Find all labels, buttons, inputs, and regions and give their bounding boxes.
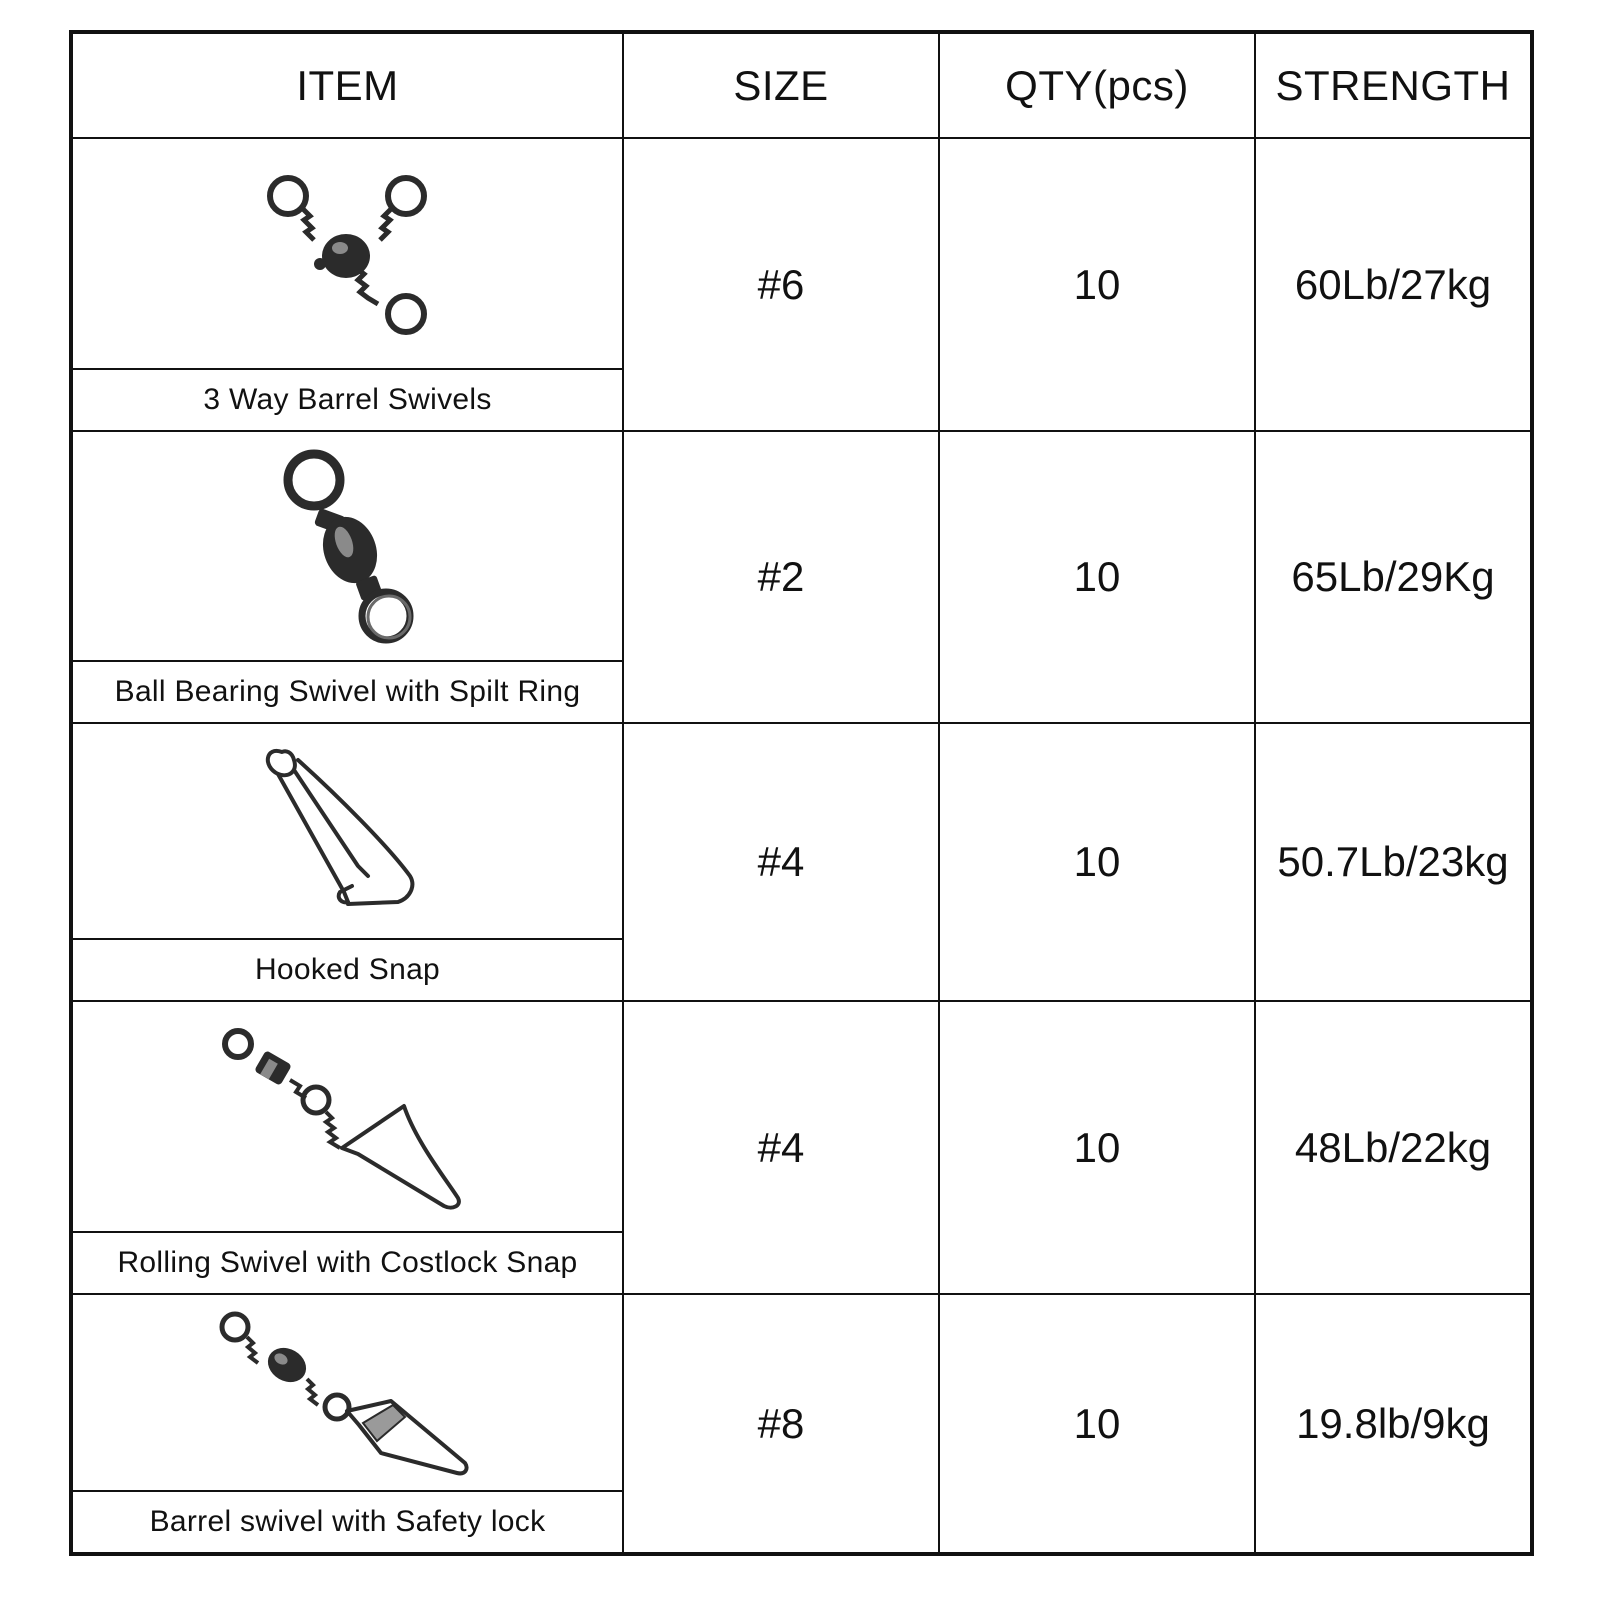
strength-cell-row-4: 48Lb/22kg — [1256, 1002, 1530, 1295]
strength-cell-row-1: 60Lb/27kg — [1256, 139, 1530, 432]
strength-cell-row-5: 19.8lb/9kg — [1296, 1399, 1490, 1447]
item-image-row-3 — [73, 724, 622, 938]
header-strength: STRENGTH — [1256, 34, 1530, 139]
hooked-snap-icon — [248, 736, 448, 926]
spec-table — [69, 30, 1534, 1556]
size-cell-row-2: #2 — [624, 432, 940, 724]
item-cell-row-3 — [73, 724, 624, 1002]
header-item: ITEM — [73, 34, 624, 139]
rolling-swivel-costlock-icon — [208, 1022, 488, 1212]
qty-cell-row-4: 10 — [940, 1002, 1256, 1295]
item-label-row-4: Rolling Swivel with Costlock Snap — [73, 1231, 622, 1293]
item-image-row-1 — [73, 139, 622, 368]
ball-bearing-swivel-icon — [258, 446, 438, 646]
item-cell-row-4 — [73, 1002, 624, 1295]
item-cell-row-1 — [73, 139, 624, 432]
strength-cell-row-3: 50.7Lb/23kg — [1256, 724, 1530, 1002]
item-label-row-5: Barrel swivel with Safety lock — [73, 1490, 622, 1552]
item-image-row-4 — [73, 1002, 622, 1231]
qty-cell-row-5: 10 — [940, 1295, 1256, 1552]
size-cell-row-1: #6 — [624, 139, 940, 432]
header-size: SIZE — [624, 34, 940, 139]
strength-cell-row-2: 65Lb/29Kg — [1256, 432, 1530, 724]
three-way-swivel-icon — [248, 164, 448, 344]
qty-cell-row-2: 10 — [940, 432, 1256, 724]
item-label-row-2: Ball Bearing Swivel with Spilt Ring — [73, 660, 622, 722]
item-image-row-2 — [73, 432, 622, 660]
item-label-row-1: 3 Way Barrel Swivels — [73, 368, 622, 430]
item-cell-row-2 — [73, 432, 624, 724]
size-cell-row-3: #4 — [624, 724, 940, 1002]
header-qty: QTY(pcs) — [940, 34, 1256, 139]
barrel-swivel-safety-lock-icon — [213, 1303, 483, 1483]
size-cell-row-4: #4 — [624, 1002, 940, 1295]
item-image-row-5 — [73, 1295, 622, 1490]
qty-cell-row-1: 10 — [940, 139, 1256, 432]
item-cell-row-5 — [73, 1295, 624, 1552]
item-label-row-3: Hooked Snap — [73, 938, 622, 1000]
size-cell-row-5: #8 — [624, 1295, 940, 1552]
qty-cell-row-3: 10 — [940, 724, 1256, 1002]
